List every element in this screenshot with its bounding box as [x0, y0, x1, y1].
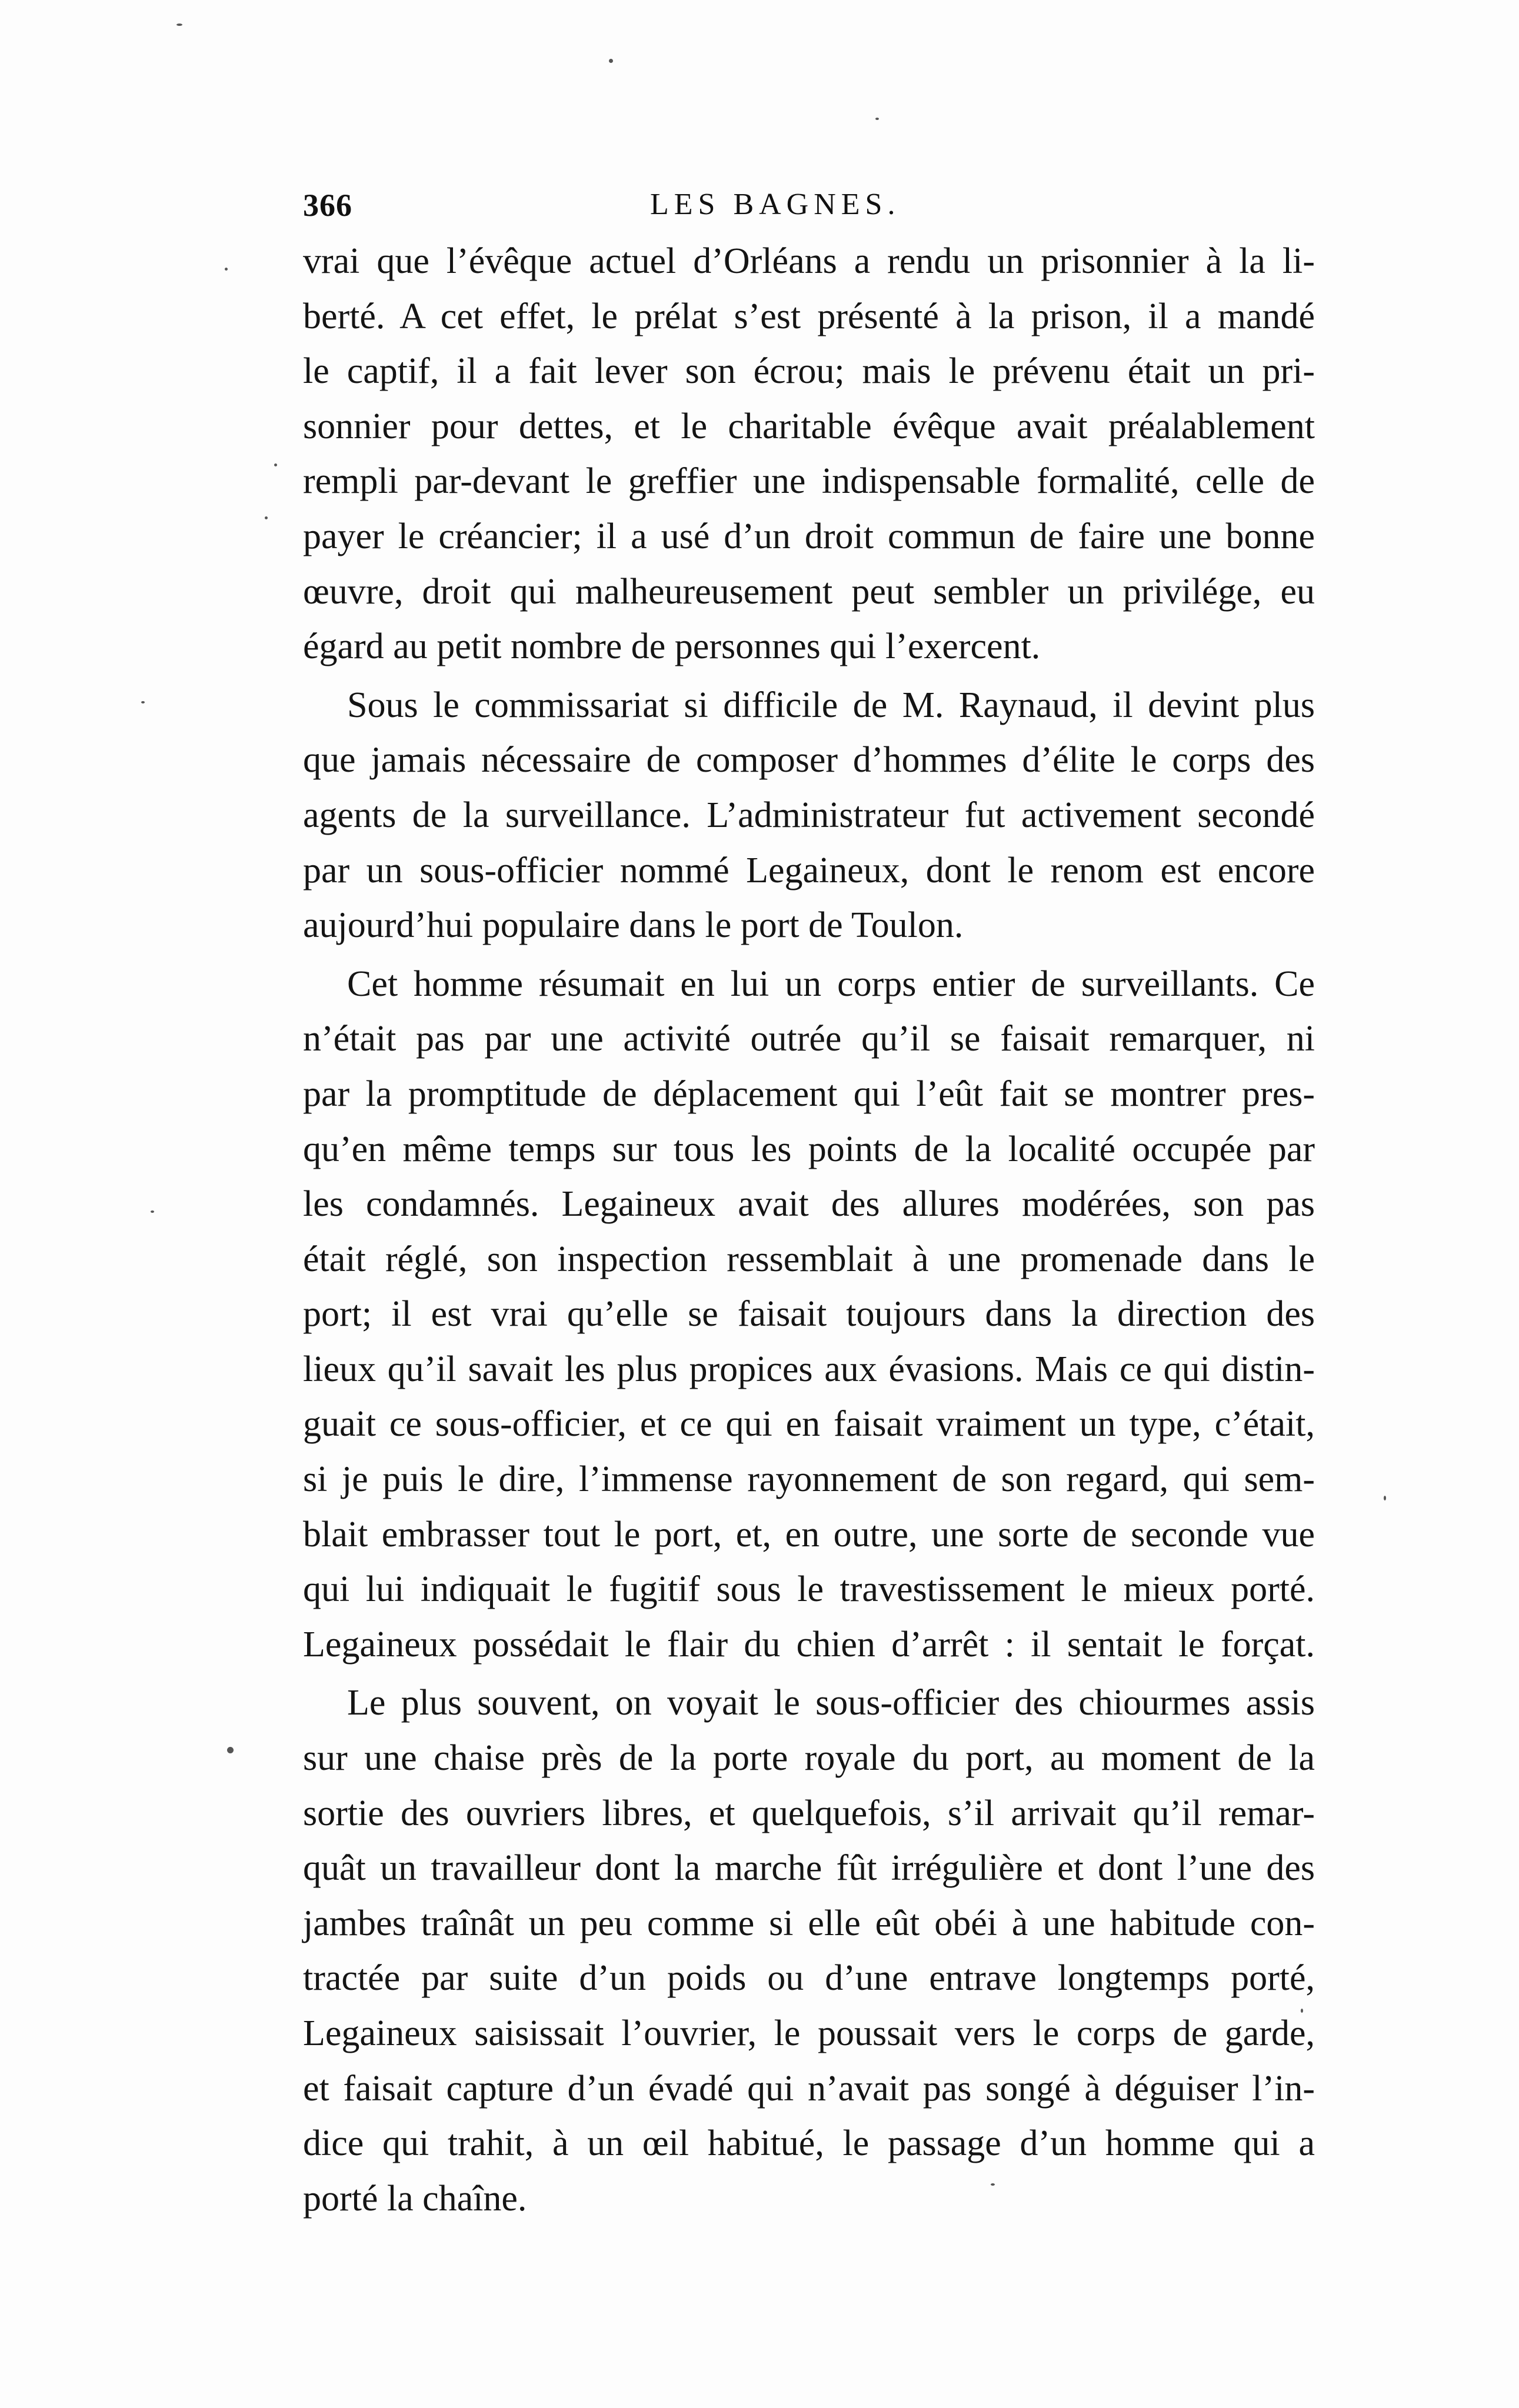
body-text	[303, 234, 1315, 2226]
text-line: guait ce sous-officier, et ce qui en faisait vraiment un type, c’était,	[303, 1404, 1315, 1445]
scan-speck	[1384, 1496, 1386, 1500]
text-line: lieux qu’il savait les plus propices aux évasions. Mais ce qui distin-	[303, 1349, 1315, 1389]
page-header	[303, 187, 1315, 240]
text-line: tractée par suite d’un poids ou d’une entrave longtemps porté,	[303, 1958, 1315, 1999]
text-line: rempli par-devant le greffier une indispensable formalité, celle de	[303, 461, 1315, 502]
paragraph	[303, 234, 1315, 675]
text-line: payer le créancier; il a usé d’un droit commun de faire une bonne	[303, 516, 1315, 556]
text-line: le captif, il a fait lever son écrou; mais le prévenu était un pri-	[303, 351, 1315, 392]
text-line: sortie des ouvriers libres, et quelquefois, s’il arrivait qu’il remar-	[303, 1793, 1315, 1833]
text-line: et faisait capture d’un évadé qui n’avait pas songé à déguiser l’in-	[303, 2068, 1315, 2109]
text-line: les condamnés. Legaineux avait des allures modérées, son pas	[303, 1184, 1315, 1225]
scan-speck	[274, 463, 277, 466]
text-line: porté la chaîne.	[303, 2178, 527, 2219]
text-line: égard au petit nombre de personnes qui l’exercent.	[303, 626, 1041, 667]
text-line: jambes traînât un peu comme si elle eût obéi à une habitude con-	[303, 1903, 1315, 1943]
paragraph	[303, 957, 1315, 1673]
text-line: Cet homme résumait en lui un corps entier de surveillants. Ce	[347, 963, 1315, 1004]
text-line: était réglé, son inspection ressemblait à une promenade dans le	[303, 1239, 1315, 1279]
scan-speck	[227, 1747, 234, 1753]
scan-speck	[141, 701, 145, 703]
paragraph	[303, 678, 1315, 953]
scan-speck	[225, 268, 228, 271]
text-line: quât un travailleur dont la marche fût irrégulière et dont l’une des	[303, 1848, 1315, 1889]
scan-speck	[151, 1210, 154, 1213]
text-line: aujourd’hui populaire dans le port de Toulon.	[303, 905, 964, 946]
scan-speck	[265, 516, 268, 519]
paragraph	[303, 1676, 1315, 2226]
text-line: vrai que l’évêque actuel d’Orléans a rendu un prisonnier à la li-	[303, 241, 1315, 281]
page-number: 366	[303, 188, 352, 223]
text-line: dice qui trahit, à un œil habitué, le passage d’un homme qui a	[303, 2123, 1315, 2164]
text-line: Le plus souvent, on voyait le sous-officier des chiourmes assis	[347, 1683, 1315, 1723]
scan-speck	[875, 118, 879, 120]
text-line: Sous le commissariat si difficile de M. Raynaud, il devint plus	[347, 685, 1315, 725]
text-line: Legaineux possédait le flair du chien d’arrêt : il sentait le forçat.	[303, 1624, 1315, 1665]
text-line: qui lui indiquait le fugitif sous le travestissement le mieux porté.	[303, 1569, 1315, 1610]
text-line: blait embrasser tout le port, et, en outre, une sorte de seconde vue	[303, 1514, 1315, 1555]
text-line: Legaineux saisissait l’ouvrier, le poussait vers le corps de garde,	[303, 2013, 1315, 2053]
text-line: berté. A cet effet, le prélat s’est présenté à la prison, il a mandé	[303, 296, 1315, 336]
text-line: n’était pas par une activité outrée qu’il se faisait remarquer, ni	[303, 1019, 1315, 1059]
scan-speck	[609, 59, 613, 63]
text-line: agents de la surveillance. L’administrateur fut activement secondé	[303, 795, 1315, 835]
running-head: LES BAGNES.	[650, 188, 901, 221]
text-line: sonnier pour dettes, et le charitable évêque avait préalablement	[303, 406, 1315, 446]
scan-speck	[176, 24, 182, 26]
text-line: œuvre, droit qui malheureusement peut sembler un privilége, eu	[303, 571, 1315, 612]
text-line: que jamais nécessaire de composer d’hommes d’élite le corps des	[303, 740, 1315, 781]
text-line: par un sous-officier nommé Legaineux, dont le renom est encore	[303, 850, 1315, 891]
text-line: si je puis le dire, l’immense rayonnement de son regard, qui sem-	[303, 1459, 1315, 1500]
text-line: port; il est vrai qu’elle se faisait toujours dans la direction des	[303, 1294, 1315, 1335]
text-line: sur une chaise près de la porte royale du port, au moment de la	[303, 1738, 1315, 1779]
text-line: qu’en même temps sur tous les points de la localité occupée par	[303, 1129, 1315, 1169]
text-line: par la promptitude de déplacement qui l’eût fait se montrer pres-	[303, 1073, 1315, 1114]
